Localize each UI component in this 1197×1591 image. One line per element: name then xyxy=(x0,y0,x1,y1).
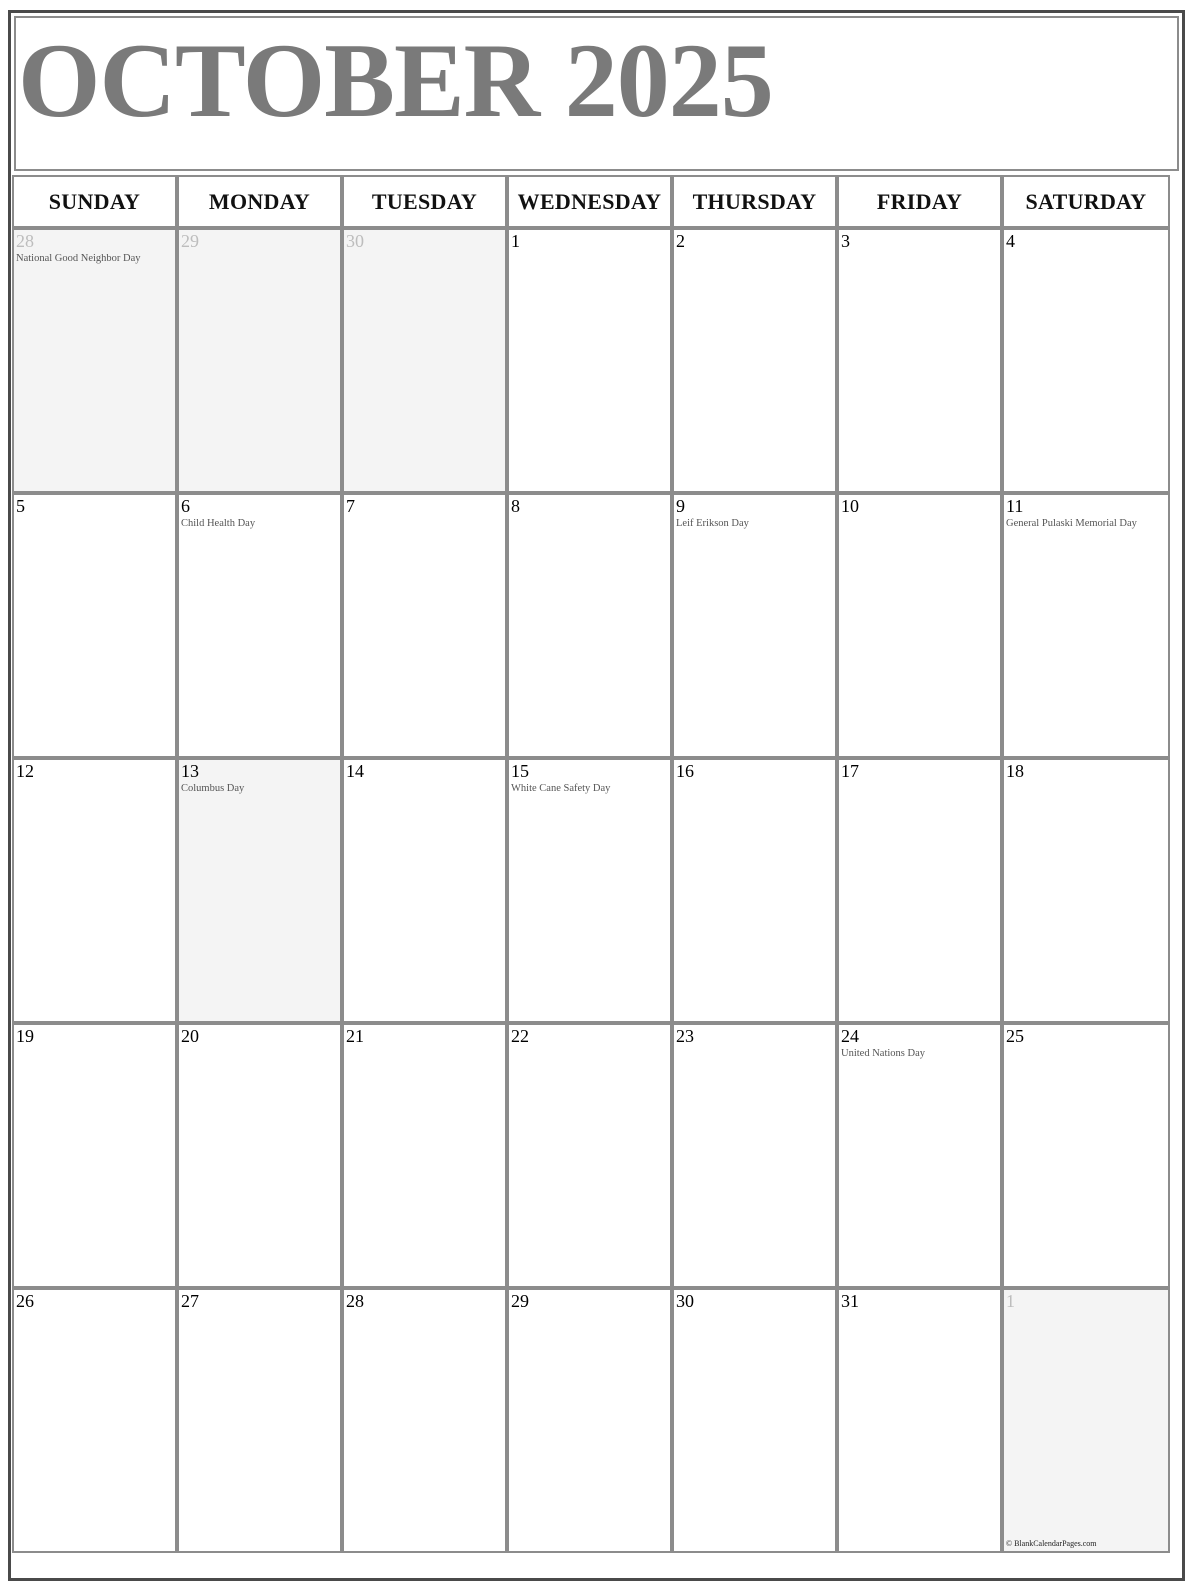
day-number: 19 xyxy=(16,1026,34,1046)
day-cell xyxy=(507,1023,672,1288)
weekday-header-wednesday: WEDNESDAY xyxy=(507,175,672,228)
day-cell xyxy=(12,1023,177,1288)
day-cell xyxy=(837,228,1002,493)
weekday-header-sunday: SUNDAY xyxy=(12,175,177,228)
day-cell xyxy=(177,1288,342,1553)
weekday-header-tuesday: TUESDAY xyxy=(342,175,507,228)
day-cell xyxy=(1002,493,1170,758)
day-cell xyxy=(342,758,507,1023)
day-number: 12 xyxy=(16,761,34,781)
day-cell xyxy=(672,1288,837,1553)
day-number: 30 xyxy=(346,231,364,251)
day-cell xyxy=(12,493,177,758)
copyright-credit: © BlankCalendarPages.com xyxy=(1006,1539,1097,1548)
day-number: 24 xyxy=(841,1026,859,1046)
holiday-label: Columbus Day xyxy=(181,783,245,794)
weekday-header-saturday: SATURDAY xyxy=(1002,175,1170,228)
day-number: 28 xyxy=(346,1291,364,1311)
day-cell xyxy=(342,228,507,493)
day-cell xyxy=(1002,1288,1170,1553)
day-cell xyxy=(507,228,672,493)
day-cell xyxy=(342,1288,507,1553)
day-cell xyxy=(177,1023,342,1288)
day-number: 27 xyxy=(181,1291,199,1311)
calendar-grid xyxy=(12,175,1180,1577)
day-cell xyxy=(177,758,342,1023)
day-number: 10 xyxy=(841,496,859,516)
day-cell xyxy=(837,493,1002,758)
day-number: 18 xyxy=(1006,761,1024,781)
calendar-page xyxy=(8,10,1185,1581)
day-number: 22 xyxy=(511,1026,529,1046)
weekday-header-thursday: THURSDAY xyxy=(672,175,837,228)
day-number: 16 xyxy=(676,761,694,781)
holiday-label: United Nations Day xyxy=(841,1048,925,1059)
day-cell xyxy=(342,1023,507,1288)
holiday-label: White Cane Safety Day xyxy=(511,783,611,794)
day-number: 4 xyxy=(1006,231,1015,251)
day-cell xyxy=(12,1288,177,1553)
day-number: 2 xyxy=(676,231,685,251)
day-number: 21 xyxy=(346,1026,364,1046)
day-cell xyxy=(672,493,837,758)
calendar-header xyxy=(14,16,1179,171)
day-number: 23 xyxy=(676,1026,694,1046)
day-number: 1 xyxy=(1006,1291,1015,1311)
day-number: 29 xyxy=(181,231,199,251)
day-number: 20 xyxy=(181,1026,199,1046)
holiday-label: Child Health Day xyxy=(181,518,256,529)
day-number: 29 xyxy=(511,1291,529,1311)
holiday-label: General Pulaski Memorial Day xyxy=(1006,518,1137,529)
holiday-label: National Good Neighbor Day xyxy=(16,253,141,264)
day-number: 25 xyxy=(1006,1026,1024,1046)
weekday-header-monday: MONDAY xyxy=(177,175,342,228)
day-cell xyxy=(12,758,177,1023)
day-cell xyxy=(342,493,507,758)
day-number: 5 xyxy=(16,496,25,516)
day-cell xyxy=(672,758,837,1023)
day-number: 11 xyxy=(1006,496,1024,516)
day-number: 6 xyxy=(181,496,190,516)
holiday-label: Leif Erikson Day xyxy=(676,518,749,529)
day-cell xyxy=(1002,1023,1170,1288)
month-title: OCTOBER 2025 xyxy=(18,22,773,139)
day-number: 31 xyxy=(841,1291,859,1311)
day-cell xyxy=(12,228,177,493)
day-cell xyxy=(672,1023,837,1288)
day-cell xyxy=(507,758,672,1023)
day-number: 28 xyxy=(16,231,34,251)
day-number: 26 xyxy=(16,1291,34,1311)
day-cell xyxy=(507,493,672,758)
day-number: 30 xyxy=(676,1291,694,1311)
day-number: 14 xyxy=(346,761,364,781)
day-cell xyxy=(672,228,837,493)
weekday-header-friday: FRIDAY xyxy=(837,175,1002,228)
day-cell xyxy=(177,493,342,758)
day-cell xyxy=(1002,228,1170,493)
day-cell xyxy=(177,228,342,493)
day-number: 13 xyxy=(181,761,199,781)
day-cell xyxy=(837,1288,1002,1553)
day-number: 8 xyxy=(511,496,520,516)
day-cell xyxy=(1002,758,1170,1023)
day-cell xyxy=(837,758,1002,1023)
day-cell xyxy=(837,1023,1002,1288)
day-number: 3 xyxy=(841,231,850,251)
day-number: 15 xyxy=(511,761,529,781)
day-number: 7 xyxy=(346,496,355,516)
day-number: 17 xyxy=(841,761,859,781)
day-cell xyxy=(507,1288,672,1553)
day-number: 1 xyxy=(511,231,520,251)
day-number: 9 xyxy=(676,496,685,516)
